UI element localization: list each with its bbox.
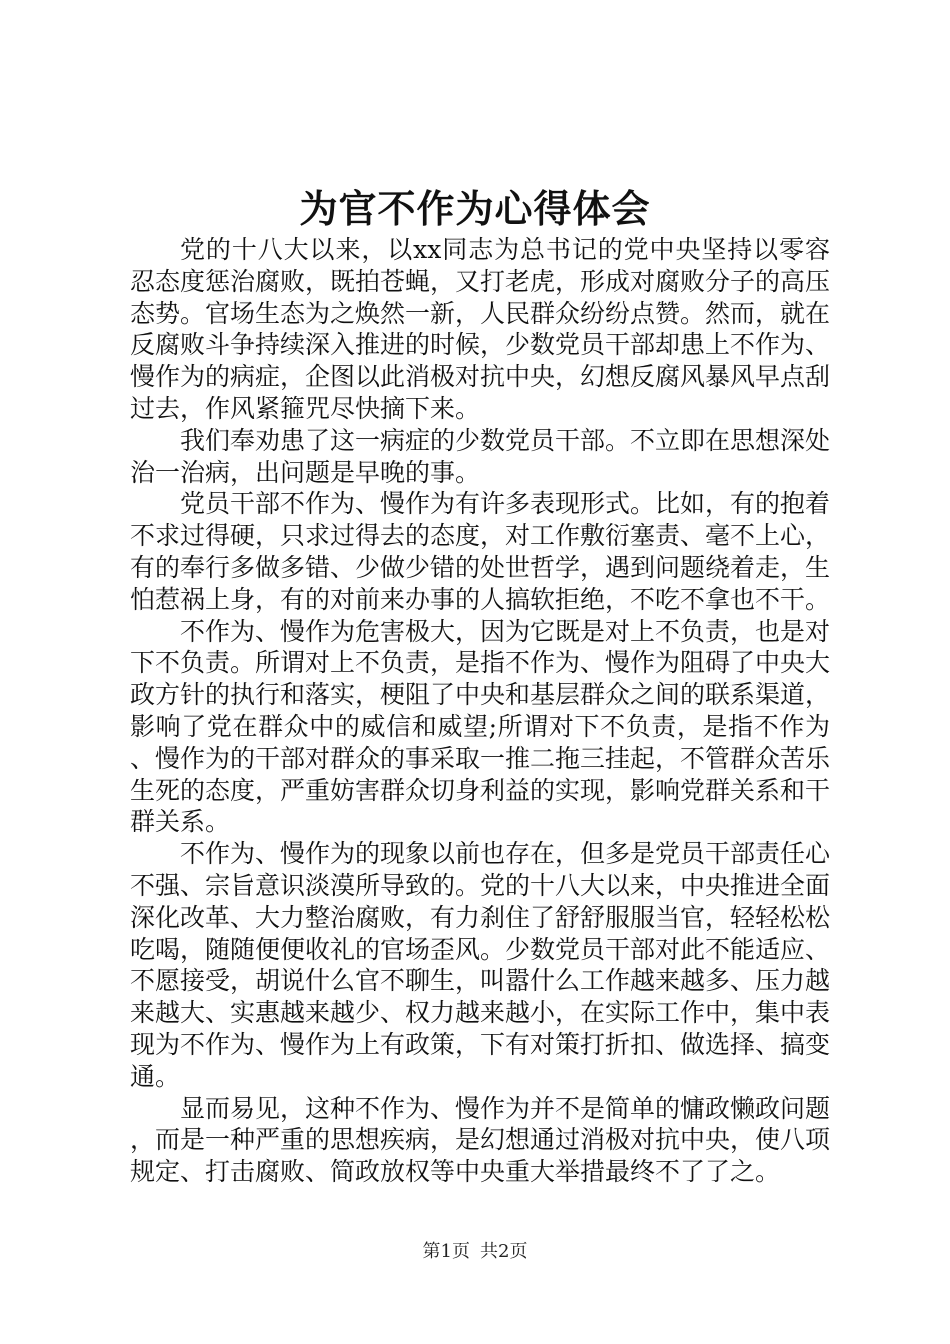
document-body (130, 234, 830, 1188)
paragraph: 不作为、慢作为的现象以前也存在，但多是党员干部责任心不强、宗旨意识淡漠所导致的。党的十八大以来，中央推进全面深化改革、大力整治腐败，有力刹住了舒舒服服当官，轻轻松松吃喝，随随便便收礼的官场歪风。少数党员干部对此不能适应、不愿接受，胡说什么官不聊生，叫嚣什么工作越来越多、压力越来越大、实惠越来越少、权力越来越小，在实际工作中，集中表现为不作为、慢作为上有政策，下有对策打折扣、做选择、搞变通。 (130, 839, 831, 1091)
paragraph: 不作为、慢作为危害极大，因为它既是对上不负责，也是对下不负责。所谓对上不负责，是指不作为、慢作为阻碍了中央大政方针的执行和落实，梗阻了中央和基层群众之间的联系渠道，影响了党在群众中的威信和威望;所谓对下不负责，是指不作为、慢作为的干部对群众的事采取一推二拖三挂起，不管群众苦乐生死的态度，严重妨害群众切身利益的实现，影响党群关系和干群关系。 (130, 616, 831, 837)
document-title: 为官不作为心得体会 (299, 186, 651, 231)
paragraph: 党员干部不作为、慢作为有许多表现形式。比如，有的抱着不求过得硬，只求过得去的态度，对工作敷衍塞责、毫不上心，有的奉行多做多错、少做少错的处世哲学，遇到问题绕着走，生怕惹祸上身，有的对前来办事的人搞软拒绝，不吃不拿也不干。 (130, 489, 831, 614)
paragraph: 显而易见，这种不作为、慢作为并不是简单的慵政懒政问题，而是一种严重的思想疾病，是幻想通过消极对抗中央，使八项规定、打击腐败、简政放权等中央重大举措最终不了了之。 (130, 1093, 831, 1187)
paragraph: 我们奉劝患了这一病症的少数党员干部。不立即在思想深处治一治病，出问题是早晚的事。 (130, 425, 831, 487)
paragraph: 党的十八大以来，以xx同志为总书记的党中央坚持以零容忍态度惩治腐败，既拍苍蝇，又打老虎，形成对腐败分子的高压态势。官场生态为之焕然一新，人民群众纷纷点赞。然而，就在反腐败斗争持续深入推进的时候，少数党员干部却患上不作为、慢作为的病症，企图以此消极对抗中央，幻想反腐风暴风早点刮过去，作风紧箍咒尽快摘下来。 (130, 235, 831, 423)
page-footer (0, 1240, 950, 1264)
page-total: 共2页 (480, 1241, 528, 1262)
page-number: 第1页 (422, 1241, 470, 1262)
